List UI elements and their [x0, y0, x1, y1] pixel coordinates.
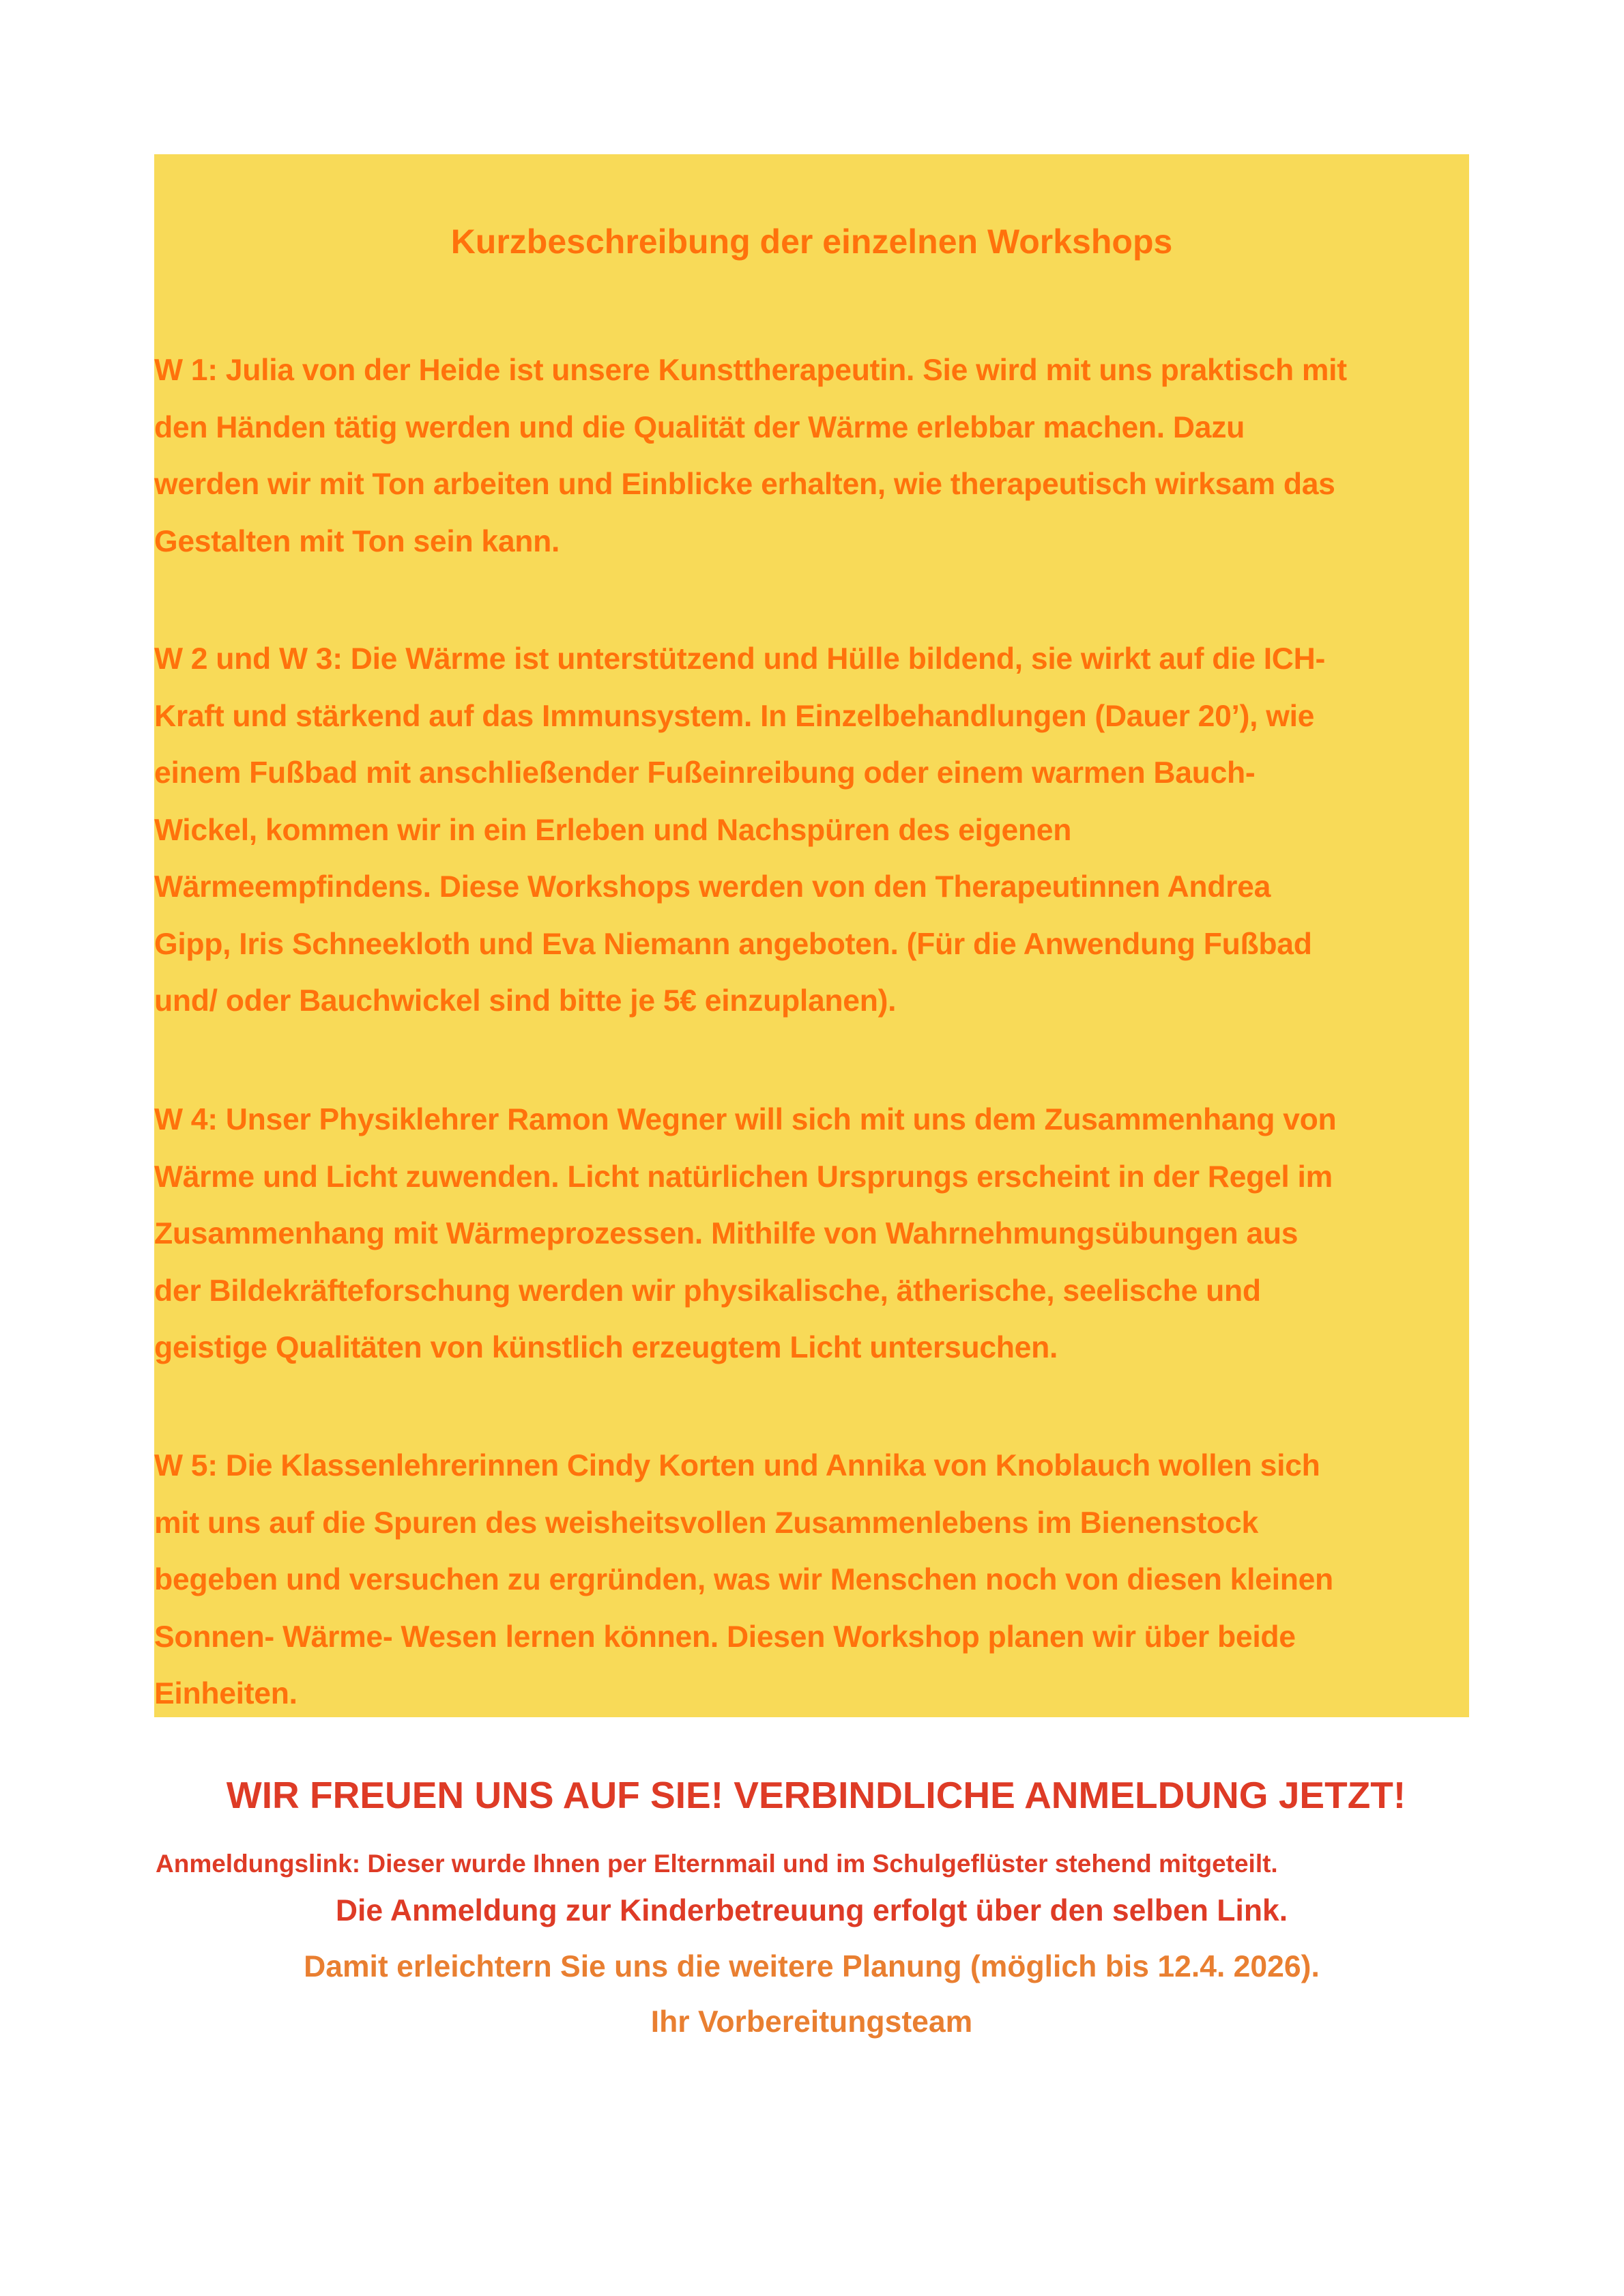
text-line: Wickel, kommen wir in ein Erleben und Nachspüren des eigenen [154, 813, 1072, 847]
text-line: W 1: Julia von der Heide ist unsere Kunsttherapeutin. Sie wird mit uns praktisch mit [154, 354, 1347, 387]
text-line: und/ oder Bauchwickel sind bitte je 5€ einzuplanen). [154, 984, 897, 1018]
text-line: einem Fußbad mit anschließender Fußeinreibung oder einem warmen Bauch- [154, 756, 1256, 790]
section-heading: Kurzbeschreibung der einzelnen Workshops [450, 223, 1173, 261]
deadline-note: Damit erleichtern Sie uns die weitere Planung (möglich bis 12.4. 2026). [304, 1950, 1320, 1983]
text-line: Gestalten mit Ton sein kann. [154, 524, 560, 558]
text-line: Sonnen- Wärme- Wesen lernen können. Diesen Workshop planen wir über beide [154, 1620, 1296, 1654]
workshop-w5-description [154, 1437, 1478, 1723]
text-line: Zusammenhang mit Wärmeprozessen. Mithilfe von Wahrnehmungsübungen aus [154, 1217, 1299, 1250]
registration-link-note: Anmeldungslink: Dieser wurde Ihnen per Elternmail und im Schulgeflüster stehend mitgeteilt. [156, 1850, 1278, 1878]
workshop-w1-description [154, 342, 1478, 570]
workshop-description-box [154, 154, 1469, 1717]
text-line: W 5: Die Klassenlehrerinnen Cindy Korten und Annika von Knoblauch wollen sich [154, 1449, 1320, 1482]
text-line: Wärme und Licht zuwenden. Licht natürlichen Ursprungs erscheint in der Regel im [154, 1160, 1333, 1194]
text-line: W 4: Unser Physiklehrer Ramon Wegner will sich mit uns dem Zusammenhang von [154, 1103, 1337, 1136]
text-line: werden wir mit Ton arbeiten und Einblicke erhalten, wie therapeutisch wirksam das [154, 468, 1335, 501]
workshop-w4-description [154, 1091, 1478, 1377]
childcare-registration-note: Die Anmeldung zur Kinderbetreuung erfolgt über den selben Link. [335, 1894, 1288, 1927]
registration-call-to-action: WIR FREUEN UNS AUF SIE! VERBINDLICHE ANMELDUNG JETZT! [226, 1774, 1406, 1816]
text-line: Wärmeempfindens. Diese Workshops werden von den Therapeutinnen Andrea [154, 870, 1271, 904]
text-line: begeben und versuchen zu ergründen, was wir Menschen noch von diesen kleinen [154, 1563, 1333, 1596]
text-line: Kraft und stärkend auf das Immunsystem. In Einzelbehandlungen (Dauer 20’), wie [154, 699, 1315, 733]
text-line: Gipp, Iris Schneekloth und Eva Niemann angeboten. (Für die Anwendung Fußbad [154, 927, 1312, 961]
text-line: Einheiten. [154, 1677, 298, 1710]
workshop-w2-w3-description [154, 631, 1478, 1030]
text-line: W 2 und W 3: Die Wärme ist unterstützend und Hülle bildend, sie wirkt auf die ICH- [154, 642, 1325, 676]
signature: Ihr Vorbereitungsteam [650, 2005, 973, 2039]
text-line: den Händen tätig werden und die Qualität der Wärme erlebbar machen. Dazu [154, 410, 1245, 444]
text-line: geistige Qualitäten von künstlich erzeugtem Licht untersuchen. [154, 1331, 1058, 1364]
text-line: mit uns auf die Spuren des weisheitsvollen Zusammenlebens im Bienenstock [154, 1506, 1258, 1540]
text-line: der Bildekräfteforschung werden wir physikalische, ätherische, seelische und [154, 1274, 1261, 1308]
